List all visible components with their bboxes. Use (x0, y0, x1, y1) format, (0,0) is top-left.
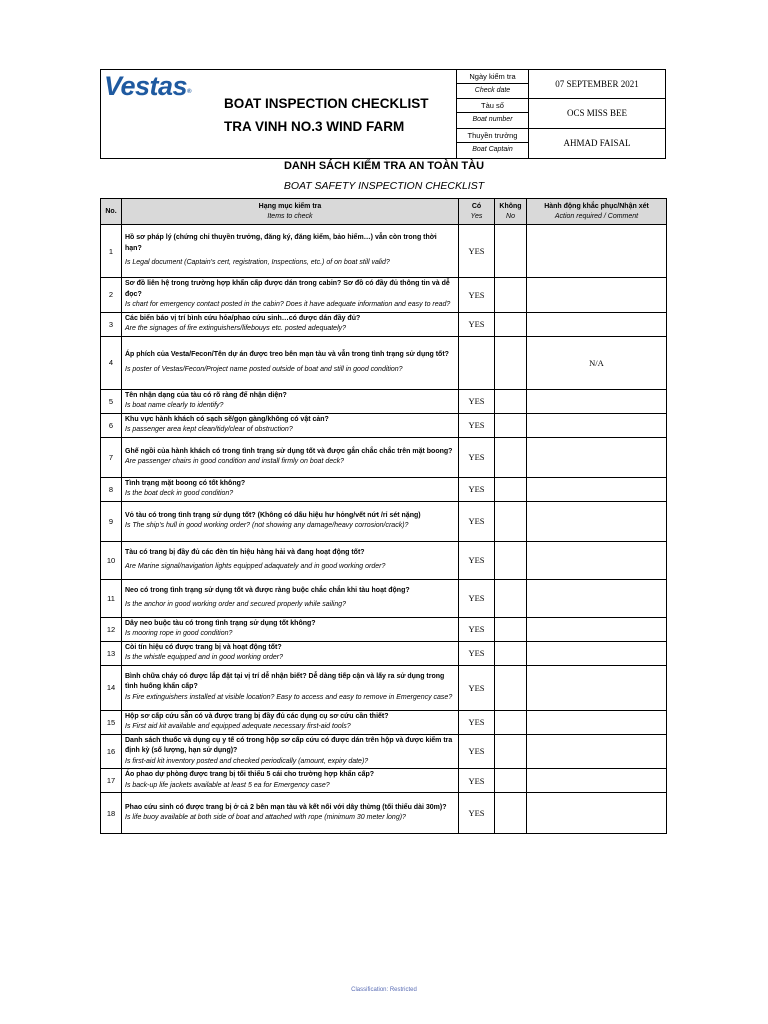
table-row (101, 641, 667, 665)
table-row (101, 225, 667, 278)
item-vi: Các biển báo vị trí bình cứu hỏa/phao cứu sinh…có được dán đầy đủ? (125, 314, 361, 322)
item-en: Is First aid kit available and equipped adequate necessary first-aid tools? (125, 723, 351, 730)
item-en: Is first-aid kit inventory posted and checked periodically (amount, expiry date)? (125, 757, 369, 765)
row-action (527, 665, 667, 710)
row-no (495, 477, 527, 501)
row-number: 15 (101, 710, 122, 734)
boat-captain-value: AHMAD FAISAL (563, 137, 631, 148)
item-vi: Tên nhận dạng của tàu có rõ ràng để nhận diện? (125, 391, 287, 399)
row-item (122, 541, 459, 579)
row-action (527, 579, 667, 617)
row-yes: YES (459, 312, 495, 336)
project-title: TRA VINH NO.3 WIND FARM (224, 119, 405, 134)
row-action (527, 312, 667, 336)
item-vi: Ghế ngồi của hành khách có trong tình trạng sử dụng tốt và được gắn chắc chắc trên mặt boong? (125, 447, 453, 455)
row-yes: YES (459, 641, 495, 665)
row-yes: YES (459, 501, 495, 541)
row-yes: YES (459, 769, 495, 793)
item-en: Is chart for emergency contact posted in the cabin? Does it have adequate information and easy to read? (125, 301, 451, 308)
meta-boat-number: Tàu số Boat number OCS MISS BEE (457, 99, 665, 128)
boat-number-value: OCS MISS BEE (566, 108, 628, 119)
row-item (122, 437, 459, 477)
row-yes (459, 336, 495, 389)
row-no (495, 617, 527, 641)
item-vi: Sơ đồ liên hệ trong trường hợp khẩn cấp được dán trong cabin? Sơ đồ có đầy đủ thông tin và dễ đọc? (125, 280, 450, 298)
row-item (122, 734, 459, 769)
row-number: 17 (101, 769, 122, 793)
table-row (101, 617, 667, 641)
row-yes: YES (459, 734, 495, 769)
table-row (101, 769, 667, 793)
item-vi: Áo phao dự phòng được trang bị tối thiểu 5 cái cho trường hợp khẩn cấp? (125, 771, 375, 778)
item-en: Is Legal document (Captain's cert, registration, Inspections, etc.) of on boat still valid? (125, 259, 390, 267)
item-vi: Neo có trong tình trạng sử dụng tốt và được ràng buộc chắc chắn khi tàu hoạt động? (125, 586, 410, 594)
row-yes: YES (459, 617, 495, 641)
row-yes: YES (459, 225, 495, 278)
row-number: 5 (101, 389, 122, 413)
row-action (527, 617, 667, 641)
table-row (101, 734, 667, 769)
row-yes: YES (459, 413, 495, 437)
check-date-value: 07 SEPTEMBER 2021 (555, 79, 639, 89)
row-action (527, 793, 667, 834)
row-no (495, 734, 527, 769)
row-number: 4 (101, 336, 122, 389)
item-vi: Hộp sơ cấp cứu sẵn có và được trang bị đầy đủ các dụng cụ sơ cứu cần thiết? (125, 712, 389, 720)
row-item (122, 336, 459, 389)
row-action (527, 710, 667, 734)
row-action (527, 437, 667, 477)
row-action (527, 389, 667, 413)
row-no (495, 413, 527, 437)
row-action (527, 477, 667, 501)
item-en: Are Marine signal/navigation lights equipped adaquately and in good working order? (125, 563, 386, 570)
row-yes: YES (459, 541, 495, 579)
row-number: 8 (101, 477, 122, 501)
row-number: 1 (101, 225, 122, 278)
table-header-row (101, 199, 667, 225)
row-yes: YES (459, 665, 495, 710)
col-action: Hành động khắc phục/Nhận xét Action required / Comment (527, 199, 667, 225)
table-row (101, 312, 667, 336)
row-no (495, 336, 527, 389)
table-row (101, 413, 667, 437)
table-row (101, 793, 667, 834)
item-en: Is The ship's hull in good working order? (not showing any damage/heavy corrosion/crack)? (125, 522, 409, 529)
row-no (495, 312, 527, 336)
row-item (122, 617, 459, 641)
row-yes: YES (459, 389, 495, 413)
row-action (527, 413, 667, 437)
item-en: Is passenger area kept clean/tidy/clear of obstruction? (125, 426, 293, 433)
row-item (122, 312, 459, 336)
row-number: 11 (101, 579, 122, 617)
row-number: 14 (101, 665, 122, 710)
row-no (495, 710, 527, 734)
col-item: Hạng mục kiểm tra Items to check (122, 199, 459, 225)
row-action (527, 769, 667, 793)
classification-footer: Classification: Restricted (351, 987, 417, 993)
row-no (495, 437, 527, 477)
table-row (101, 389, 667, 413)
row-action (527, 734, 667, 769)
row-action (527, 641, 667, 665)
item-en: Is poster of Vestas/Fecon/Project name posted outside of boat and still in good condition? (125, 365, 403, 373)
table-row (101, 541, 667, 579)
table-row (101, 501, 667, 541)
item-en: Are passenger chairs in good condition and install firmly on boat deck? (125, 458, 345, 465)
row-item (122, 501, 459, 541)
row-number: 2 (101, 278, 122, 313)
row-number: 9 (101, 501, 122, 541)
row-yes: YES (459, 710, 495, 734)
item-en: Is the boat deck in good condition? (125, 490, 234, 497)
item-en: Is mooring rope in good condition? (125, 630, 233, 637)
row-action (527, 541, 667, 579)
col-no: No. (101, 199, 122, 225)
item-vi: Bình chữa cháy có được lắp đặt tại vị trí dễ nhận biết? Dễ dàng tiếp cận và lấy ra sử dụng trong tình huống khẩn cấp? (125, 672, 445, 691)
item-vi: Hồ sơ pháp lý (chứng chỉ thuyền trưởng, đăng ký, đăng kiểm, bảo hiểm…) vẫn còn trong thời hạn? (125, 234, 437, 252)
item-vi: Phao cứu sinh có được trang bị ở cả 2 bên mạn tàu và kết nối với dây thừng (tối thiểu dài 30m)? (125, 803, 447, 811)
row-yes: YES (459, 793, 495, 834)
row-no (495, 389, 527, 413)
table-row (101, 437, 667, 477)
row-item (122, 665, 459, 710)
doc-title-en: BOAT SAFETY INSPECTION CHECKLIST (283, 180, 485, 192)
row-number: 16 (101, 734, 122, 769)
item-vi: Còi tín hiệu có được trang bị và hoạt động tốt? (125, 643, 282, 651)
row-item (122, 389, 459, 413)
vestas-logo: Vestas® (104, 71, 191, 101)
row-number: 13 (101, 641, 122, 665)
row-number: 7 (101, 437, 122, 477)
row-no (495, 278, 527, 313)
item-vi: Vỏ tàu có trong tình trạng sử dụng tốt? (Không có dấu hiệu hư hỏng/vết nứt /rỉ sét nặng) (125, 511, 421, 519)
item-vi: Tình trạng mặt boong có tốt không? (125, 479, 246, 487)
row-action (527, 278, 667, 313)
row-number: 18 (101, 793, 122, 834)
table-row (101, 278, 667, 313)
doc-title-vi: DANH SÁCH KIỂM TRA AN TOÀN TÀU (283, 160, 485, 172)
inspection-meta (457, 70, 665, 158)
row-action (527, 225, 667, 278)
table-row (101, 336, 667, 389)
row-action (527, 501, 667, 541)
item-vi: Áp phích của Vesta/Fecon/Tên dự án được treo bên mạn tàu và vẫn trong tình trạng sử dụng tốt? (125, 351, 449, 358)
row-no (495, 579, 527, 617)
row-item (122, 641, 459, 665)
item-en: Is back-up life jackets available at least 5 ea for Emergency case? (125, 781, 330, 789)
document-header (100, 69, 666, 159)
row-yes: YES (459, 437, 495, 477)
row-item (122, 477, 459, 501)
row-number: 6 (101, 413, 122, 437)
row-no (495, 793, 527, 834)
row-yes: YES (459, 278, 495, 313)
row-no (495, 769, 527, 793)
title-block (101, 70, 457, 158)
table-row (101, 579, 667, 617)
item-vi: Khu vực hành khách có sạch sẽ/gọn gàng/không có vật cản? (125, 415, 329, 423)
row-no (495, 541, 527, 579)
item-en: Is Fire extinguishers installed at visible location? Easy to access and easy to remove in Emergency case? (125, 693, 453, 701)
row-number: 12 (101, 617, 122, 641)
checklist-table (100, 198, 667, 834)
table-row (101, 710, 667, 734)
row-action: N/A (527, 336, 667, 389)
table-row (101, 665, 667, 710)
item-vi: Tàu có trang bị đầy đủ các đèn tín hiệu hàng hải và đang hoạt động tốt? (125, 548, 365, 556)
row-no (495, 225, 527, 278)
row-item (122, 225, 459, 278)
row-item (122, 413, 459, 437)
item-en: Is the whistle equipped and in good working order? (125, 654, 283, 661)
item-en: Are the signages of fire extinguishers/lifebouys etc. posted adequately? (125, 325, 347, 332)
row-item (122, 793, 459, 834)
checklist-title: BOAT INSPECTION CHECKLIST (224, 96, 429, 111)
row-item (122, 710, 459, 734)
row-yes: YES (459, 477, 495, 501)
row-number: 10 (101, 541, 122, 579)
row-no (495, 501, 527, 541)
col-no-answer: Không No (495, 199, 527, 225)
row-item (122, 579, 459, 617)
table-row (101, 477, 667, 501)
item-en: Is boat name clearly to identify? (125, 402, 224, 409)
item-vi: Dây neo buộc tàu có trong tình trạng sử dụng tốt không? (125, 619, 316, 627)
row-yes: YES (459, 579, 495, 617)
row-item (122, 769, 459, 793)
col-yes: Có Yes (459, 199, 495, 225)
item-en: Is life buoy available at both side of boat and attached with rope (minimum 30 meter long)? (125, 814, 406, 821)
row-no (495, 641, 527, 665)
row-number: 3 (101, 312, 122, 336)
row-item (122, 278, 459, 313)
row-no (495, 665, 527, 710)
item-vi: Danh sách thuốc và dụng cụ y tế có trong hộp sơ cấp cứu có được dán trên hộp và được kiểm tra định kỳ (số lượng, hạn sử dụng)? (125, 736, 453, 754)
meta-check-date: Ngày kiểm tra Check date 07 SEPTEMBER 2021 (457, 70, 665, 99)
item-en: Is the anchor in good working order and secured properly while sailing? (125, 601, 347, 608)
meta-boat-captain: Thuyền trưởng Boat Captain AHMAD FAISAL (457, 129, 665, 158)
